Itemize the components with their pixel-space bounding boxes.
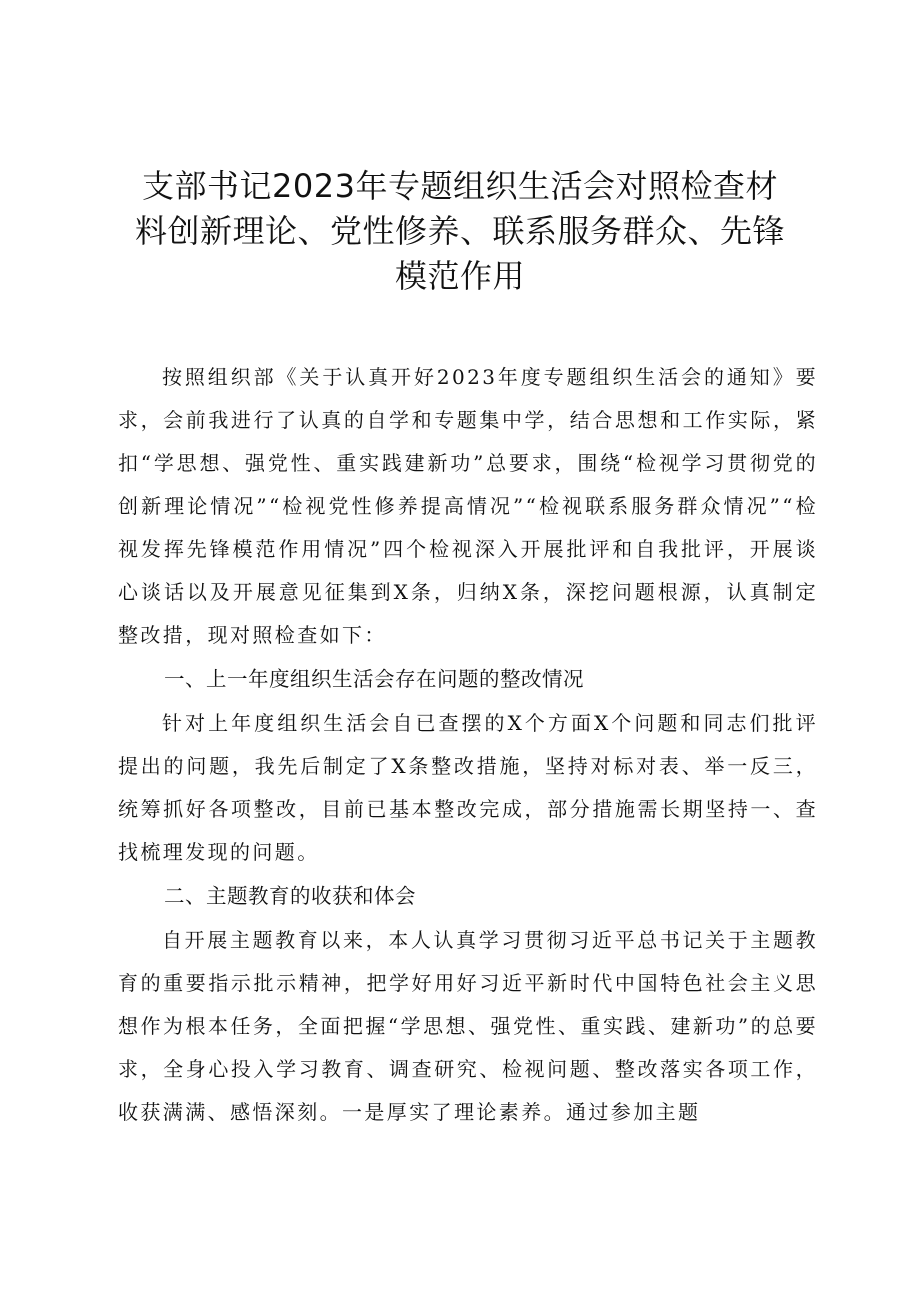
section-2-heading: 二、主题教育的收获和体会	[164, 884, 416, 908]
document-title	[80, 164, 840, 299]
document-body	[118, 356, 818, 1134]
section-2-paragraph: 自开展主题教育以来，本人认真学习贯彻习近平总书记关于主题教育的重要指示批示精神，把学好用好习近平新时代中国特色社会主义思想作为根本任务，全面把握“学思想、强党性、重实践、建新功”的总要求，全身心投入学习教育、调查研究、检视问题、整改落实各项工作，收获满满、感悟深刻。一是厚实了理论素养。通过参加主题	[118, 928, 818, 1124]
intro-paragraph: 按照组织部《关于认真开好2023年度专题组织生活会的通知》要求，会前我进行了认真的自学和专题集中学，结合思想和工作实际，紧扣“学思想、强党性、重实践建新功”总要求，围绕“检视学习贯彻党的创新理论情况”“检视党性修养提高情况”“检视联系服务群众情况”“检视发挥先锋模范作用情况”四个检视深入开展批评和自我批评，开展谈心谈话以及开展意见征集到X条，归纳X条，深挖问题根源，认真制定整改措，现对照检查如下：	[118, 365, 818, 647]
section-1-paragraph: 针对上年度组织生活会自已查摆的X个方面X个问题和同志们批评提出的问题，我先后制定了X条整改措施，坚持对标对表、举一反三，统筹抓好各项整改，目前已基本整改完成，部分措施需长期坚持一、查找梳理发现的问题。	[118, 711, 818, 864]
section-1-heading: 一、上一年度组织生活会存在问题的整改情况	[164, 667, 584, 691]
title-line-2: 料创新理论、党性修养、联系服务群众、先锋	[134, 212, 785, 250]
title-line-1: 支部书记2023年专题组织生活会对照检查材	[142, 167, 778, 205]
title-line-3: 模范作用	[394, 257, 525, 295]
